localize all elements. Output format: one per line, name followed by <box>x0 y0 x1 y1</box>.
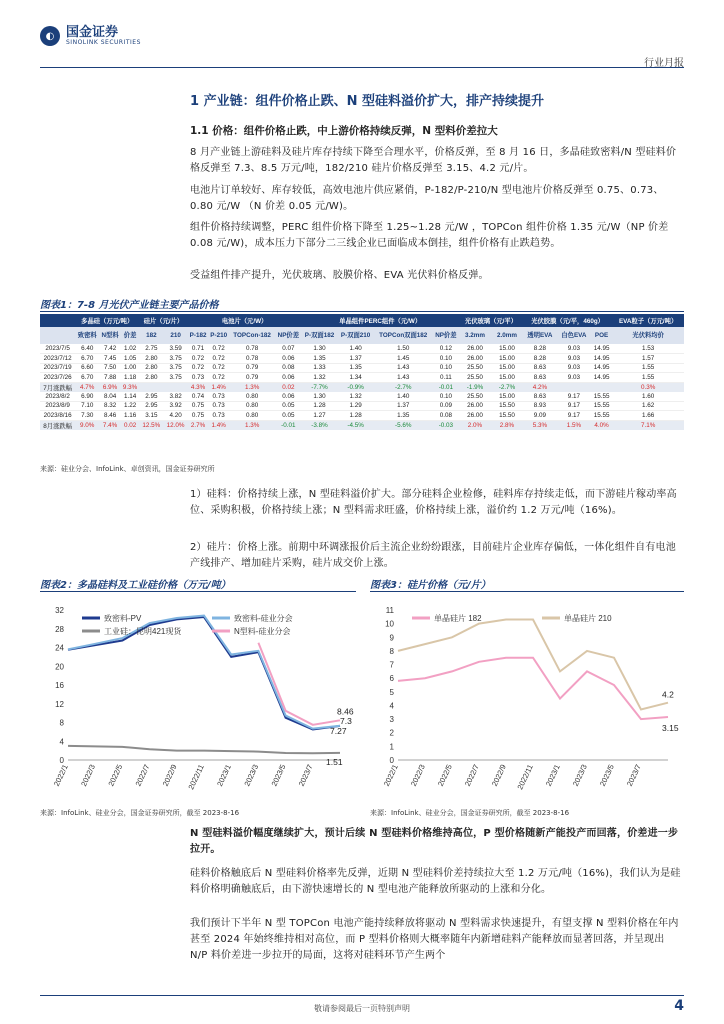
table-cell: 14.95 <box>591 354 612 364</box>
table-column-header: 致密料 <box>75 327 99 344</box>
table-cell: 1.18 <box>121 373 139 383</box>
table-cell: 26.00 <box>459 401 491 411</box>
table-cell: 1.57 <box>612 354 684 364</box>
x-tick-label: 2022/11 <box>515 763 535 791</box>
y-tick-label: 3 <box>389 715 394 725</box>
table-cell: -0.01 <box>275 420 301 430</box>
table-column-header: POE <box>591 327 612 344</box>
logo-en: SINOLINK SECURITIES <box>66 39 141 46</box>
table-cell: 0.72 <box>208 373 229 383</box>
figure2-source: 来源：InfoLink、硅业分会，国金证券研究所，截至 2023-8-16 <box>40 809 240 817</box>
end-label: 1.51 <box>326 756 343 767</box>
table-cell: 9.0% <box>75 420 99 430</box>
table-cell: 1.29 <box>338 401 374 411</box>
table-cell: 6.90 <box>75 392 99 402</box>
table-cell: 12.0% <box>163 420 187 430</box>
table-row: 2023/7/19 6.60 7.50 1.00 2.80 3.75 0.72 0.72 0.79 0.08 1.33 1.35 1.43 0.10 25.50 15.00 8.63 9.03 14.95 1.55 <box>40 363 684 373</box>
table-cell: 15.55 <box>591 392 612 402</box>
table-cell: 8.63 <box>523 373 557 383</box>
y-tick-label: 32 <box>55 606 64 615</box>
table-cell: 1.55 <box>612 363 684 373</box>
table-cell: 0.02 <box>275 382 301 392</box>
table-cell: -0.9% <box>338 382 374 392</box>
logo-emblem: ◐ <box>40 26 60 46</box>
y-tick-label: 11 <box>385 606 394 615</box>
table-column-header: P-双面210 <box>338 327 374 344</box>
table-cell: 1.37 <box>374 401 433 411</box>
table-cell: -0.03 <box>433 420 459 430</box>
table-cell: 1.32 <box>338 392 374 402</box>
page-number: 4 <box>674 998 684 1014</box>
figure3-rule <box>370 591 684 592</box>
table-cell: 7.42 <box>99 344 121 354</box>
table-cell: 9.17 <box>557 411 591 421</box>
table-cell: 1.16 <box>121 411 139 421</box>
table-cell: 0.05 <box>275 401 301 411</box>
table-cell: 1.3% <box>229 382 275 392</box>
table-column-header: P-182 <box>188 327 209 344</box>
table-cell: 1.30 <box>301 392 337 402</box>
table-cell: 8.04 <box>99 392 121 402</box>
table-cell: 0.10 <box>433 392 459 402</box>
table-cell: -0.01 <box>433 382 459 392</box>
table-cell: 15.00 <box>491 354 523 364</box>
table-cell: 1.22 <box>121 401 139 411</box>
y-tick-label: 8 <box>59 718 64 728</box>
y-tick-label: 2 <box>389 728 394 738</box>
table-cell: 14.95 <box>591 373 612 383</box>
table-cell: 8.28 <box>523 354 557 364</box>
table-cell: 0.08 <box>275 363 301 373</box>
table-cell: -3.8% <box>301 420 337 430</box>
note-wafer: 2）硅片：价格上涨。前期中环调涨报价后主流企业纷纷跟涨，目前硅片企业库存偏低，一体化组件自有电池产线排产、增加硅片采购，硅片成交价上涨。 <box>190 542 676 569</box>
table-cell: 0.73 <box>208 411 229 421</box>
table-cell: 0.80 <box>229 392 275 402</box>
table-cell: 0.72 <box>188 363 209 373</box>
table-column-header: 2.0mm <box>491 327 523 344</box>
table-cell: 5.3% <box>523 420 557 430</box>
figure2-rule <box>40 591 356 592</box>
table-cell: 8.63 <box>523 392 557 402</box>
paragraph: 电池片订单较好、库存较低，高效电池片供应紧俏，P-182/P-210/N 型电池片价格反弹至 0.75、0.73、0.80 元/W （N 价差 0.05 元/W)。 <box>190 185 664 212</box>
table-column-header: P-双面182 <box>301 327 337 344</box>
footer-disclaimer: 敬请参阅最后一页特别声明 <box>314 1004 410 1013</box>
table-cell: 1.53 <box>612 344 684 354</box>
table-row: 7月涨跌幅 4.7% 6.9% 9.3% 4.3% 1.4% 1.3% 0.02 -7.7% -0.9% -2.7% -0.01 -1.9% -2.7% 4.2% 0.3% <box>40 382 684 392</box>
series-line <box>398 658 668 719</box>
table-cell: 1.40 <box>338 344 374 354</box>
table-cell: 15.00 <box>491 373 523 383</box>
table-cell: 26.00 <box>459 344 491 354</box>
conclusion-heading: N 型硅料溢价幅度继续扩大，预计后续 N 型硅料价格维持高位，P 型价格随新产能投产而回落，价差进一步拉开。 <box>190 828 679 855</box>
table-cell: 0.06 <box>275 392 301 402</box>
table-cell: 0.73 <box>208 401 229 411</box>
table-cell: 3.59 <box>163 344 187 354</box>
table-cell: 14.95 <box>591 344 612 354</box>
y-tick-label: 12 <box>55 699 64 709</box>
figure1-source: 来源：硅业分会、InfoLink、卓创资讯，国金证券研究所 <box>40 465 215 473</box>
legend-label: N型料-硅业分会 <box>234 627 291 636</box>
table-cell: 1.55 <box>612 373 684 383</box>
x-tick-label: 2022/7 <box>133 763 152 788</box>
table-cell: 2.75 <box>139 344 163 354</box>
table-cell: 0.09 <box>433 401 459 411</box>
figure1-rule <box>40 311 684 312</box>
end-label: 3.15 <box>662 723 679 734</box>
table-cell: 0.07 <box>275 344 301 354</box>
table-cell: -4.5% <box>338 420 374 430</box>
x-tick-label: 2022/7 <box>462 763 481 788</box>
table-cell: 2.8% <box>491 420 523 430</box>
legend-label: 单晶硅片 210 <box>564 614 612 623</box>
table-cell: 1.50 <box>374 344 433 354</box>
table-cell: 0.72 <box>188 354 209 364</box>
table-cell: 1.3% <box>229 420 275 430</box>
footer-divider <box>40 995 684 996</box>
table-cell: 1.62 <box>612 401 684 411</box>
table-cell: 1.14 <box>121 392 139 402</box>
x-tick-label: 2022/9 <box>489 763 508 788</box>
table-cell: 7.45 <box>99 354 121 364</box>
table-column-header: 3.2mm <box>459 327 491 344</box>
table-cell: 0.79 <box>229 363 275 373</box>
table-cell: 0.02 <box>121 420 139 430</box>
table-cell: 6.40 <box>75 344 99 354</box>
table-cell: 7.88 <box>99 373 121 383</box>
table-cell: 1.66 <box>612 411 684 421</box>
wafer-price-chart <box>370 600 684 800</box>
table-cell: 0.12 <box>433 344 459 354</box>
company-logo <box>40 26 141 46</box>
x-tick-label: 2023/7 <box>296 763 315 788</box>
table-cell: 0.05 <box>275 411 301 421</box>
y-tick-label: 4 <box>59 737 64 747</box>
table-cell: -2.7% <box>491 382 523 392</box>
y-tick-label: 16 <box>55 681 64 690</box>
table-cell: 1.40 <box>374 392 433 402</box>
table-cell: 1.60 <box>612 392 684 402</box>
table-cell: 1.43 <box>374 363 433 373</box>
figure3-source: 来源：InfoLink、硅业分会，国金证券研究所，截至 2023-8-16 <box>370 809 570 817</box>
table-cell: 25.50 <box>459 373 491 383</box>
table-cell: 2.95 <box>139 401 163 411</box>
x-tick-label: 2022/3 <box>79 763 98 788</box>
table-cell: -2.7% <box>374 382 433 392</box>
x-tick-label: 2023/5 <box>597 763 616 788</box>
table-row: 2023/7/5 6.40 7.42 1.02 2.75 3.59 0.71 0.72 0.78 0.07 1.30 1.40 1.50 0.12 26.00 15.00 8.28 9.03 14.95 1.53 <box>40 344 684 354</box>
table-cell: 2.0% <box>459 420 491 430</box>
table-cell: 15.50 <box>491 411 523 421</box>
table-cell: 15.00 <box>491 344 523 354</box>
y-tick-label: 28 <box>55 624 64 634</box>
table-cell: 4.7% <box>75 382 99 392</box>
table-cell: 8.32 <box>99 401 121 411</box>
table-cell: 15.50 <box>491 401 523 411</box>
legend-label: 致密料-硅业分会 <box>234 614 293 623</box>
table-cell: 7.10 <box>75 401 99 411</box>
section-subtitle: 1.1 价格：组件价格止跌，中上游价格持续反弹，N 型料价差拉大 <box>190 125 498 137</box>
table-cell: 26.00 <box>459 411 491 421</box>
table-cell: 3.75 <box>163 373 187 383</box>
series-line <box>68 746 340 753</box>
table-cell <box>557 382 591 392</box>
x-tick-label: 2023/1 <box>215 763 234 788</box>
table-cell: 9.03 <box>557 373 591 383</box>
table-cell: 0.78 <box>229 344 275 354</box>
table-cell: 6.70 <box>75 354 99 364</box>
y-tick-label: 4 <box>389 701 394 711</box>
table-column-header: 价差 <box>121 327 139 344</box>
table-cell: 0.73 <box>188 373 209 383</box>
table-row: 2023/8/2 6.90 8.04 1.14 2.95 3.82 0.74 0.73 0.80 0.06 1.30 1.32 1.40 0.10 25.50 15.00 8.63 9.17 15.55 1.60 <box>40 392 684 402</box>
table-column-header: N型料 <box>99 327 121 344</box>
y-tick-label: 6 <box>389 674 394 684</box>
end-label: 7.3 <box>340 715 352 726</box>
legend-label: 工业硅：昆明421现货 <box>104 627 182 636</box>
table-cell: 1.45 <box>374 354 433 364</box>
table-cell: 15.00 <box>491 363 523 373</box>
x-tick-label: 2022/9 <box>160 763 179 788</box>
table-group-header: 光伏胶膜（元/平，460g） <box>523 314 612 327</box>
table-cell: 6.9% <box>99 382 121 392</box>
table-cell: 1.30 <box>301 344 337 354</box>
table-cell: 0.71 <box>188 344 209 354</box>
table-cell: 3.75 <box>163 354 187 364</box>
table-cell: 6.70 <box>75 373 99 383</box>
table-cell: 9.09 <box>523 411 557 421</box>
table-cell: 4.0% <box>591 420 612 430</box>
table-group-header: 多晶硅（万元/吨） <box>75 314 139 327</box>
x-tick-label: 2022/5 <box>435 763 454 788</box>
table-cell: 1.02 <box>121 344 139 354</box>
header-divider <box>40 67 684 68</box>
table-cell: 4.2% <box>523 382 557 392</box>
table-group-header: EVA粒子（万元/吨） <box>612 314 684 327</box>
table-group-header: 电池片（元/W） <box>188 314 302 327</box>
table-cell: 0.79 <box>229 373 275 383</box>
x-tick-label: 2023/1 <box>543 763 562 788</box>
end-label: 8.46 <box>337 706 354 717</box>
table-cell: 9.17 <box>557 401 591 411</box>
table-cell: 8.63 <box>523 363 557 373</box>
table-cell: 9.03 <box>557 354 591 364</box>
table-cell: 0.74 <box>188 392 209 402</box>
y-tick-label: 0 <box>389 756 394 765</box>
table-cell: 1.43 <box>374 373 433 383</box>
table-group-header: 硅片（元/片） <box>139 314 188 327</box>
table-cell: 1.00 <box>121 363 139 373</box>
price-table <box>40 314 684 430</box>
table-cell: 9.17 <box>557 392 591 402</box>
table-cell: 3.15 <box>139 411 163 421</box>
table-cell: 1.28 <box>301 401 337 411</box>
table-cell: 9.03 <box>557 363 591 373</box>
table-cell: 15.00 <box>491 392 523 402</box>
y-tick-label: 20 <box>55 662 64 672</box>
end-label: 4.2 <box>662 689 674 700</box>
table-column-header: TOPCon-182 <box>229 327 275 344</box>
table-cell: 0.06 <box>275 373 301 383</box>
polysilicon-price-chart <box>40 600 356 800</box>
table-row: 8月涨跌幅 9.0% 7.4% 0.02 12.5% 12.0% 2.7% 1.4% 1.3% -0.01 -3.8% -4.5% -5.6% -0.03 2.0% 2.8% 5.3% 1.5% 4.0% 7.1% <box>40 420 684 430</box>
x-tick-label: 2022/1 <box>51 763 70 788</box>
table-cell: 7.1% <box>612 420 684 430</box>
table-cell: 2.80 <box>139 354 163 364</box>
table-cell: 1.4% <box>208 382 229 392</box>
table-row: 2023/7/12 6.70 7.45 1.05 2.80 3.75 0.72 0.72 0.78 0.06 1.35 1.37 1.45 0.10 26.00 15.00 8.28 9.03 14.95 1.57 <box>40 354 684 364</box>
table-cell: 1.33 <box>301 363 337 373</box>
table-column-header: 透明EVA <box>523 327 557 344</box>
y-tick-label: 10 <box>385 619 394 629</box>
legend-label: 致密料-PV <box>104 614 142 623</box>
table-row: 2023/7/26 6.70 7.88 1.18 2.80 3.75 0.73 0.72 0.79 0.06 1.32 1.34 1.43 0.11 25.50 15.00 8.63 9.03 14.95 1.55 <box>40 373 684 383</box>
table-group-header: 单晶组件PERC组件（元/W） <box>301 314 459 327</box>
x-tick-label: 2022/3 <box>408 763 427 788</box>
y-tick-label: 0 <box>59 756 64 765</box>
table-cell: -7.7% <box>301 382 337 392</box>
table-cell: 25.50 <box>459 363 491 373</box>
table-row: 2023/8/16 7.30 8.46 1.16 3.15 4.20 0.75 0.73 0.80 0.05 1.27 1.28 1.35 0.08 26.00 15.50 9.09 9.17 15.55 1.66 <box>40 411 684 421</box>
table-column-header: 210 <box>163 327 187 344</box>
table-cell: 8.93 <box>523 401 557 411</box>
table-cell: 1.37 <box>338 354 374 364</box>
table-cell: 3.82 <box>163 392 187 402</box>
logo-cn: 国金证券 <box>66 25 119 40</box>
table-cell: 2.7% <box>188 420 209 430</box>
table-cell: 6.60 <box>75 363 99 373</box>
figure1-caption: 图表1：7-8 月光伏产业链主要产品价格 <box>40 300 219 311</box>
table-cell: 4.3% <box>188 382 209 392</box>
table-cell: 0.73 <box>208 392 229 402</box>
table-cell: 12.5% <box>139 420 163 430</box>
table-column-header: P-210 <box>208 327 229 344</box>
table-column-header: TOPCon双面182 <box>374 327 433 344</box>
table-cell: 7.30 <box>75 411 99 421</box>
paragraph: 我们预计下半年 N 型 TOPCon 电池产能持续释放将驱动 N 型料需求快速提升，有望支撑 N 型料价格在年内甚至 2024 年始终维持相对高位，而 P 型料价格则大概率随年内新增硅料产能释放而显著回落，并呈现出 N/P 料价差进一步拉开的局面，这将对硅料环节产生两个 <box>190 918 679 961</box>
table-cell: 1.4% <box>208 420 229 430</box>
table-cell: 15.55 <box>591 411 612 421</box>
table-cell: 1.5% <box>557 420 591 430</box>
table-cell: 9.3% <box>122 383 138 391</box>
table-cell: 1.05 <box>121 354 139 364</box>
table-cell: 1.28 <box>338 411 374 421</box>
series-line <box>398 620 668 710</box>
table-cell: 2.95 <box>139 392 163 402</box>
end-label: 7.27 <box>330 725 347 736</box>
y-tick-label: 24 <box>55 643 64 653</box>
note-silicon: 1）硅料：价格持续上涨，N 型硅料溢价扩大。部分硅料企业检修，硅料库存持续走低，而下游硅片稼动率高位、采购积极，价格持续上涨；N 型料需求旺盛，价格持续上涨，溢价约 1.2 万元/吨（16%)。 <box>190 489 677 516</box>
x-tick-label: 2022/11 <box>186 763 206 791</box>
table-cell: 0.75 <box>188 411 209 421</box>
x-tick-label: 2023/5 <box>269 763 288 788</box>
paragraph: 硅料价格触底后 N 型硅料价格率先反弹，近期 N 型硅料价差持续拉大至 1.2 万元/吨（16%)，我们认为是硅料价格明确触底后，由下游快速增长的 N 型电池产能释放所驱动的上涨和分化。 <box>190 868 681 895</box>
figure2-caption: 图表2：多晶硅料及工业硅价格（万元/吨） <box>40 580 231 591</box>
y-tick-label: 9 <box>389 633 394 643</box>
report-type: 行业月报 <box>644 58 684 69</box>
table-cell: 4.20 <box>163 411 187 421</box>
table-cell: 0.78 <box>229 354 275 364</box>
table-cell: 7.50 <box>99 363 121 373</box>
paragraph: 8 月产业链上游硅料及硅片库存持续下降至合理水平，价格反弹，至 8 月 16 日，多晶硅致密料/N 型硅料价格反弹至 7.3、8.5 万元/吨，182/210 硅片价格反弹至 3.15、4.2 元/片。 <box>190 147 677 174</box>
table-cell: 1.35 <box>301 354 337 364</box>
table-cell: 0.11 <box>433 373 459 383</box>
table-cell: 1.34 <box>338 373 374 383</box>
table-column-header: 182 <box>139 327 163 344</box>
x-tick-label: 2022/5 <box>106 763 125 788</box>
table-cell <box>139 382 163 392</box>
table-cell: 3.75 <box>163 363 187 373</box>
table-column-header: NP价差 <box>275 327 301 344</box>
table-cell: 0.08 <box>433 411 459 421</box>
table-cell: 0.10 <box>433 363 459 373</box>
figure3-caption: 图表3：硅片价格（元/片） <box>370 580 491 591</box>
table-cell: 1.35 <box>374 411 433 421</box>
table-cell: 2.80 <box>139 363 163 373</box>
table-cell: 9.03 <box>557 344 591 354</box>
table-cell: 0.72 <box>208 363 229 373</box>
x-tick-label: 2023/3 <box>242 763 261 788</box>
paragraph: 组件价格持续调整，PERC 组件价格下降至 1.25~1.28 元/W ，TOPCon 组件价格 1.35 元/W（NP 价差 0.08 元/W)，成本压力下部分二三线企业已面临成本倒挂，组件价格有止跌趋势。 <box>190 222 669 249</box>
table-row: 2023/8/9 7.10 8.32 1.22 2.95 3.92 0.75 0.73 0.80 0.05 1.28 1.29 1.37 0.09 26.00 15.50 8.93 9.17 15.55 1.62 <box>40 401 684 411</box>
table-cell <box>591 382 612 392</box>
y-tick-label: 1 <box>389 742 394 752</box>
paragraph: 受益组件排产提升，光伏玻璃、胶膜价格、EVA 光伏料价格反弹。 <box>190 270 489 281</box>
table-cell: 1.35 <box>338 363 374 373</box>
y-tick-label: 7 <box>389 660 394 670</box>
table-cell: 1.32 <box>301 373 337 383</box>
table-cell: 0.10 <box>433 354 459 364</box>
table-cell: 7.4% <box>99 420 121 430</box>
table-cell: 8.28 <box>523 344 557 354</box>
table-group-header: 光伏玻璃（元/平） <box>459 314 523 327</box>
section-title: 1 产业链：组件价格止跌、N 型硅料溢价扩大，排产持续提升 <box>190 94 544 109</box>
x-tick-label: 2022/1 <box>381 763 400 788</box>
table-column-header: 光伏料均价 <box>612 327 684 344</box>
table-cell: 3.92 <box>163 401 187 411</box>
table-cell: 0.75 <box>188 401 209 411</box>
table-cell: 0.3% <box>612 382 684 392</box>
legend-label: 单晶硅片 182 <box>434 614 482 623</box>
table-cell: 25.50 <box>459 392 491 402</box>
table-cell <box>163 382 187 392</box>
table-cell: 8.46 <box>99 411 121 421</box>
table-column-header: 白色EVA <box>557 327 591 344</box>
x-tick-label: 2023/3 <box>570 763 589 788</box>
x-tick-label: 2023/7 <box>624 763 643 788</box>
table-cell: -1.9% <box>459 382 491 392</box>
table-cell: 0.80 <box>229 401 275 411</box>
table-cell: 0.80 <box>229 411 275 421</box>
table-cell: 0.72 <box>208 344 229 354</box>
table-cell: 2.80 <box>139 373 163 383</box>
table-cell: 0.72 <box>208 354 229 364</box>
table-column-header: NP价差 <box>433 327 459 344</box>
table-cell: 0.06 <box>275 354 301 364</box>
table-cell: -5.6% <box>374 420 433 430</box>
table-cell: 15.55 <box>591 401 612 411</box>
y-tick-label: 8 <box>389 646 394 656</box>
table-cell: 26.00 <box>459 354 491 364</box>
y-tick-label: 5 <box>389 687 394 697</box>
table-cell: 1.27 <box>301 411 337 421</box>
table-cell: 14.95 <box>591 363 612 373</box>
